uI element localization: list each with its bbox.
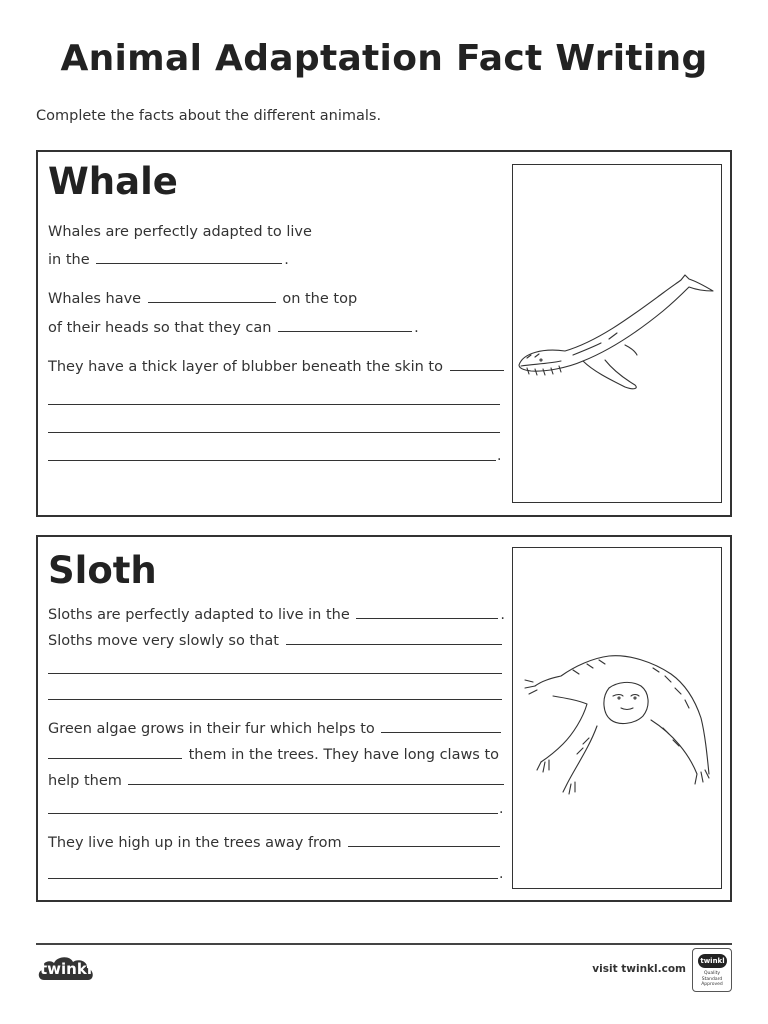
sloth-slow-blank[interactable] [286, 643, 502, 645]
sloth-fact-4-text: them in the trees. They have long claws to [188, 747, 500, 763]
sloth-writing-line-2[interactable] [48, 699, 502, 700]
sloth-predators-blank[interactable] [348, 845, 500, 847]
sloth-image-frame [512, 547, 722, 889]
sloth-illustration [513, 548, 720, 887]
sloth-fact-5 [48, 773, 506, 789]
whale-blowhole-blank[interactable] [148, 301, 276, 303]
sloth-habitat-blank[interactable] [356, 617, 498, 619]
sloth-fact-1 [48, 607, 505, 623]
whale-habitat-blank[interactable] [96, 262, 282, 264]
whale-fact-5-text: They have a thick layer of blubber beneath the skin to [48, 359, 443, 375]
quality-badge [692, 948, 732, 992]
sloth-writing-line-1[interactable] [48, 673, 502, 674]
whale-blubber-blank[interactable] [450, 369, 504, 371]
instructions: Complete the facts about the different animals. [36, 108, 382, 124]
badge-logo: twinkl [698, 954, 727, 968]
whale-fact-5 [48, 359, 506, 375]
whale-fact-4-period: . [414, 320, 419, 336]
badge-caption [694, 971, 730, 988]
sloth-fact-6-text: They live high up in the trees away from [48, 835, 342, 851]
sloth-card [36, 535, 732, 902]
whale-final-period: . [497, 448, 502, 464]
page-title: Animal Adaptation Fact Writing [60, 38, 708, 79]
whale-fact-4 [48, 320, 419, 336]
sloth-algae-blank[interactable] [381, 731, 501, 733]
logo-text: twinkl [40, 960, 92, 978]
sloth-writing-line-3[interactable] [48, 813, 498, 814]
whale-heading: Whale [48, 160, 178, 203]
whale-fact-2-period: . [284, 252, 289, 268]
visit-link[interactable]: visit twinkl.com [592, 963, 686, 975]
sloth-writing-line-4[interactable] [48, 878, 498, 879]
sloth-fact-2 [48, 633, 504, 649]
sloth-fact-1-text: Sloths are perfectly adapted to live in the [48, 607, 350, 623]
whale-fact-3-text-b: on the top [282, 291, 358, 307]
sloth-period-2: . [499, 866, 504, 882]
sloth-fact-5-text: help them [48, 773, 122, 789]
sloth-fact-1-period: . [500, 607, 505, 623]
whale-writing-line-2[interactable] [48, 432, 500, 433]
twinkl-logo[interactable] [36, 952, 96, 986]
whale-fact-1: Whales are perfectly adapted to live [48, 224, 312, 240]
whale-breathe-blank[interactable] [278, 330, 412, 332]
sloth-period-1: . [499, 801, 504, 817]
sloth-claws-blank[interactable] [128, 783, 504, 785]
sloth-fact-3-text: Green algae grows in their fur which helps to [48, 721, 375, 737]
sloth-fact-6 [48, 835, 502, 851]
badge-line-2: Approved [701, 982, 723, 987]
whale-fact-3 [48, 291, 357, 307]
sloth-heading: Sloth [48, 549, 157, 592]
whale-fact-2 [48, 252, 289, 268]
whale-writing-line-1[interactable] [48, 404, 500, 405]
whale-card [36, 150, 732, 517]
sloth-fact-4 [48, 747, 499, 763]
whale-fact-3-text-a: Whales have [48, 291, 142, 307]
badge-line-1: Quality Standard [701, 971, 723, 982]
whale-image-frame [512, 164, 722, 503]
footer-rule [36, 943, 732, 945]
sloth-fact-3 [48, 721, 503, 737]
whale-illustration [513, 165, 720, 501]
whale-fact-4-text: of their heads so that they can [48, 320, 272, 336]
whale-writing-line-3[interactable] [48, 460, 496, 461]
sloth-camouflage-blank[interactable] [48, 757, 182, 759]
whale-fact-2-text: in the [48, 252, 90, 268]
sloth-fact-2-text: Sloths move very slowly so that [48, 633, 279, 649]
